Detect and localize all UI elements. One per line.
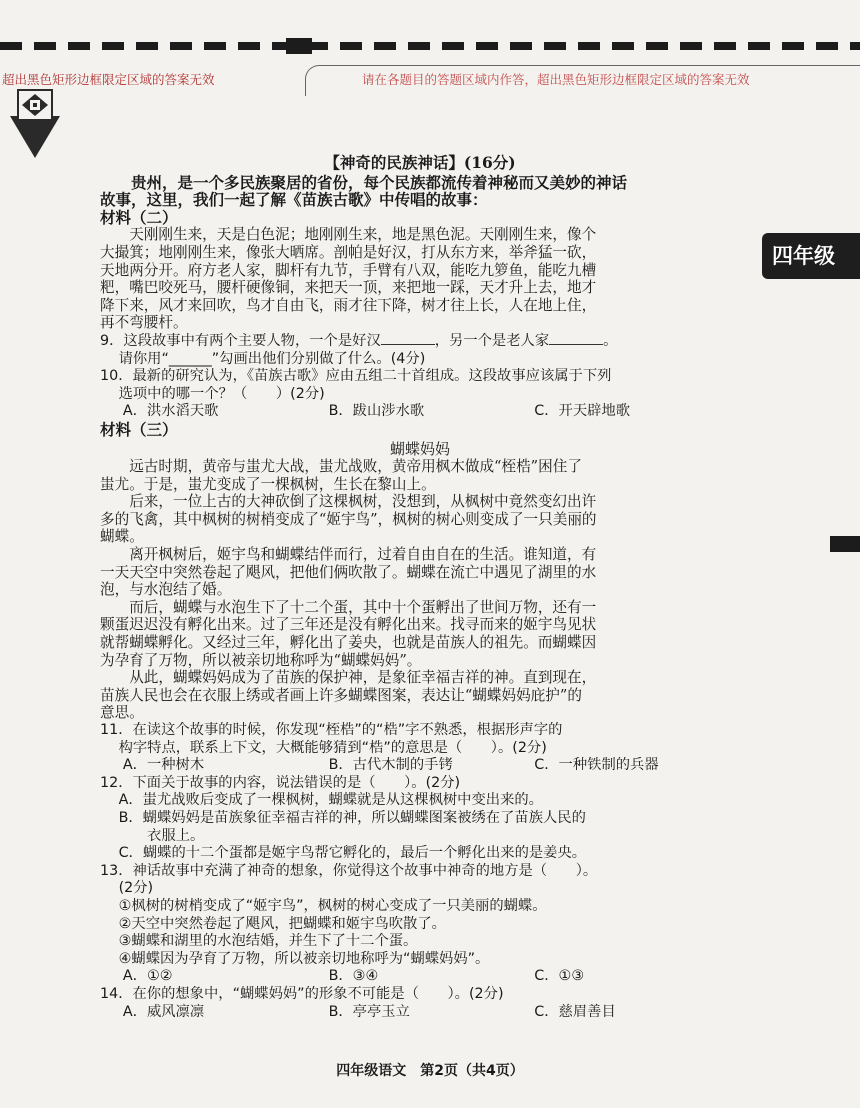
option-b[interactable]: B．古代木制的手铐 [328, 757, 453, 774]
option-b[interactable]: B．亭亭玉立 [328, 1003, 410, 1020]
question-14-options [100, 1004, 740, 1022]
statement-item: ②天空中突然卷起了飓风，把蝴蝶和姬宇鸟吹散了。 [118, 915, 446, 932]
statement-item: ①枫树的树梢变成了“姬宇鸟”，枫树的树心变成了一只美丽的蝴蝶。 [118, 897, 547, 914]
option-c[interactable]: C．一种铁制的兵器 [534, 757, 659, 774]
question-13: 13．神话故事中充满了神奇的想象，你觉得这个故事中神奇的地方是（ ）。 [100, 862, 598, 879]
option-c[interactable]: C．慈眉善目 [534, 1003, 616, 1020]
question-12: 12．下面关于故事的内容，说法错误的是（ ）。(2分) [100, 774, 461, 791]
statement-item: ④蝴蝶因为孕育了万物，所以被亲切地称呼为“蝴蝶妈妈”。 [118, 950, 490, 967]
warning-left: 超出黑色矩形边框限定区域的答案无效 [2, 72, 215, 87]
statement-item: ③蝴蝶和湖里的水泡结婚，并生下了十二个蛋。 [118, 933, 418, 950]
story-line: 苗族人民也会在衣服上绣或者画上许多蝴蝶图案，表达让“蝴蝶妈妈庇护”的 [100, 686, 582, 704]
option-b-cont: 衣服上。 [118, 827, 205, 844]
option-a[interactable]: A．洪水滔天歌 [122, 403, 219, 420]
option-a[interactable]: A．①② [122, 968, 173, 985]
side-alignment-mark [830, 536, 860, 552]
story-line: 泡，与水泡结了婚。 [100, 581, 232, 599]
question-9: 9．这段故事中有两个主要人物，一个是好汉 ，另一个是老人家 。 [100, 332, 618, 349]
story-line: 而后，蝴蝶与水泡生下了十二个蛋，其中十个蛋孵出了世间万物，还有一 [129, 598, 597, 616]
question-14: 14．在你的想象中，“蝴蝶妈妈”的形象不可能是（ ）。(2分) [100, 985, 504, 1002]
story-line: 离开枫树后，姬宇鸟和蝴蝶结伴而行，过着自由自在的生活。谁知道，有 [129, 546, 597, 564]
option-a[interactable]: A．威风凛凛 [122, 1003, 205, 1020]
question-content [100, 154, 740, 1021]
answer-blank[interactable] [381, 332, 435, 345]
question-13-line2: (2分) [118, 880, 154, 897]
story-line: 就帮蝴蝶孵化。又经过三年，孵化出了姜央，也就是苗族人的祖先。而蝴蝶因 [100, 634, 597, 652]
school-emblem-icon [8, 86, 62, 160]
story-line: 从此，蝴蝶妈妈成为了苗族的保护神，是象征幸福吉祥的神。直到现在， [129, 669, 597, 687]
story-line: 多的飞禽，其中枫树的树梢变成了“姬宇鸟”，枫树的树心则变成了一只美丽的 [100, 510, 597, 528]
top-dash-border [0, 42, 860, 50]
option-c[interactable]: C．开天辟地歌 [534, 403, 631, 420]
option-a[interactable]: A．蚩尤战败后变成了一棵枫树，蝴蝶就是从这棵枫树中变出来的。 [118, 792, 543, 809]
option-b[interactable]: B．蝴蝶妈妈是苗族象征幸福吉祥的神，所以蝴蝶图案被绣在了苗族人民的 [118, 809, 586, 826]
story-line: 蚩尤。于是，蚩尤变成了一棵枫树，生长在黎山上。 [100, 475, 436, 493]
top-alignment-mark [286, 38, 312, 54]
material2-heading: 材料（二） [100, 207, 178, 227]
question-10-options [100, 403, 740, 421]
story-line: 意思。 [100, 704, 144, 722]
material2-line: 天地两分开。府方老人家，脚杆有九节，手臂有八双，能吃九箩鱼，能吃九槽 [100, 261, 597, 279]
option-a[interactable]: A．一种树木 [122, 757, 205, 774]
question-10-line2: 选项中的哪一个？（ ）(2分) [118, 385, 325, 402]
question-13-options [100, 968, 740, 986]
warning-right: 请在各题目的答题区域内作答，超出黑色矩形边框限定区域的答案无效 [362, 72, 750, 87]
intro-line: 故事，这里，我们一起了解《苗族古歌》中传唱的故事： [100, 190, 488, 210]
option-c[interactable]: C．蝴蝶的十二个蛋都是姬宇鸟帮它孵化的，最后一个孵化出来的是姜央。 [118, 845, 587, 862]
option-b[interactable]: B．跋山涉水歌 [328, 403, 425, 420]
story-line: 颗蛋迟迟没有孵化出来。过了三年还是没有孵化出来。找寻而来的姬宇鸟见状 [100, 616, 597, 634]
story-line: 为孕育了万物，所以被亲切地称呼为“蝴蝶妈妈”。 [100, 651, 422, 669]
material2-line: 大撮箕；地刚刚生来，像张大晒席。剖帕是好汉，打从东方来，举斧猛一砍， [100, 243, 597, 261]
story-line: 一天天空中突然卷起了飓风，把他们俩吹散了。蝴蝶在流亡中遇见了湖里的水 [100, 563, 597, 581]
page-footer: 四年级语文 第2页（共4页） [336, 1063, 524, 1079]
story-line: 蝴蝶。 [100, 528, 144, 546]
answer-blank[interactable] [549, 332, 603, 345]
intro-line: 贵州，是一个多民族聚居的省份，每个民族都流传着神秘而又美妙的神话 [131, 172, 628, 192]
material3-heading: 材料（三） [100, 419, 178, 439]
question-11-options [100, 757, 740, 775]
material2-line: 粑，嘴巴咬死马，腰杆硬像铜，来把天一顶，来把地一踩，天才升上去，地才 [100, 279, 597, 297]
grade-tab: 四年级 [762, 233, 860, 279]
material2-line: 天刚刚生来，天是白色泥；地刚刚生来，地是黑色泥。天刚刚生来，像个 [129, 226, 597, 244]
story-line: 后来，一位上古的大神砍倒了这棵枫树，没想到，从枫树中竟然变幻出许 [129, 493, 597, 511]
material2-line: 再不弯腰杆。 [100, 314, 188, 332]
section-title: 【神奇的民族神话】(16分) [324, 153, 516, 172]
question-11-line2: 构字特点，联系上下文，大概能够猜到“梏”的意思是（ ）。(2分) [118, 739, 547, 756]
material2-line: 降下来，风才来回吹，鸟才自由飞，雨才往下降，树才往上长，人在地上住， [100, 296, 597, 314]
option-b[interactable]: B．③④ [328, 968, 379, 985]
question-10: 10．最新的研究认为，《苗族古歌》应由五组二十首组成。这段故事应该属于下列 [100, 368, 612, 385]
story-title: 蝴蝶妈妈 [389, 439, 450, 458]
question-9-line2: 请你用“______”勾画出他们分别做了什么。(4分) [118, 350, 426, 367]
question-11: 11．在读这个故事的时候，你发现“桎梏”的“梏”字不熟悉，根据形声字的 [100, 722, 563, 738]
option-c[interactable]: C．①③ [534, 968, 585, 985]
story-line: 远古时期，黄帝与蚩尤大战，蚩尤战败，黄帝用枫木做成“桎梏”困住了 [129, 458, 582, 476]
